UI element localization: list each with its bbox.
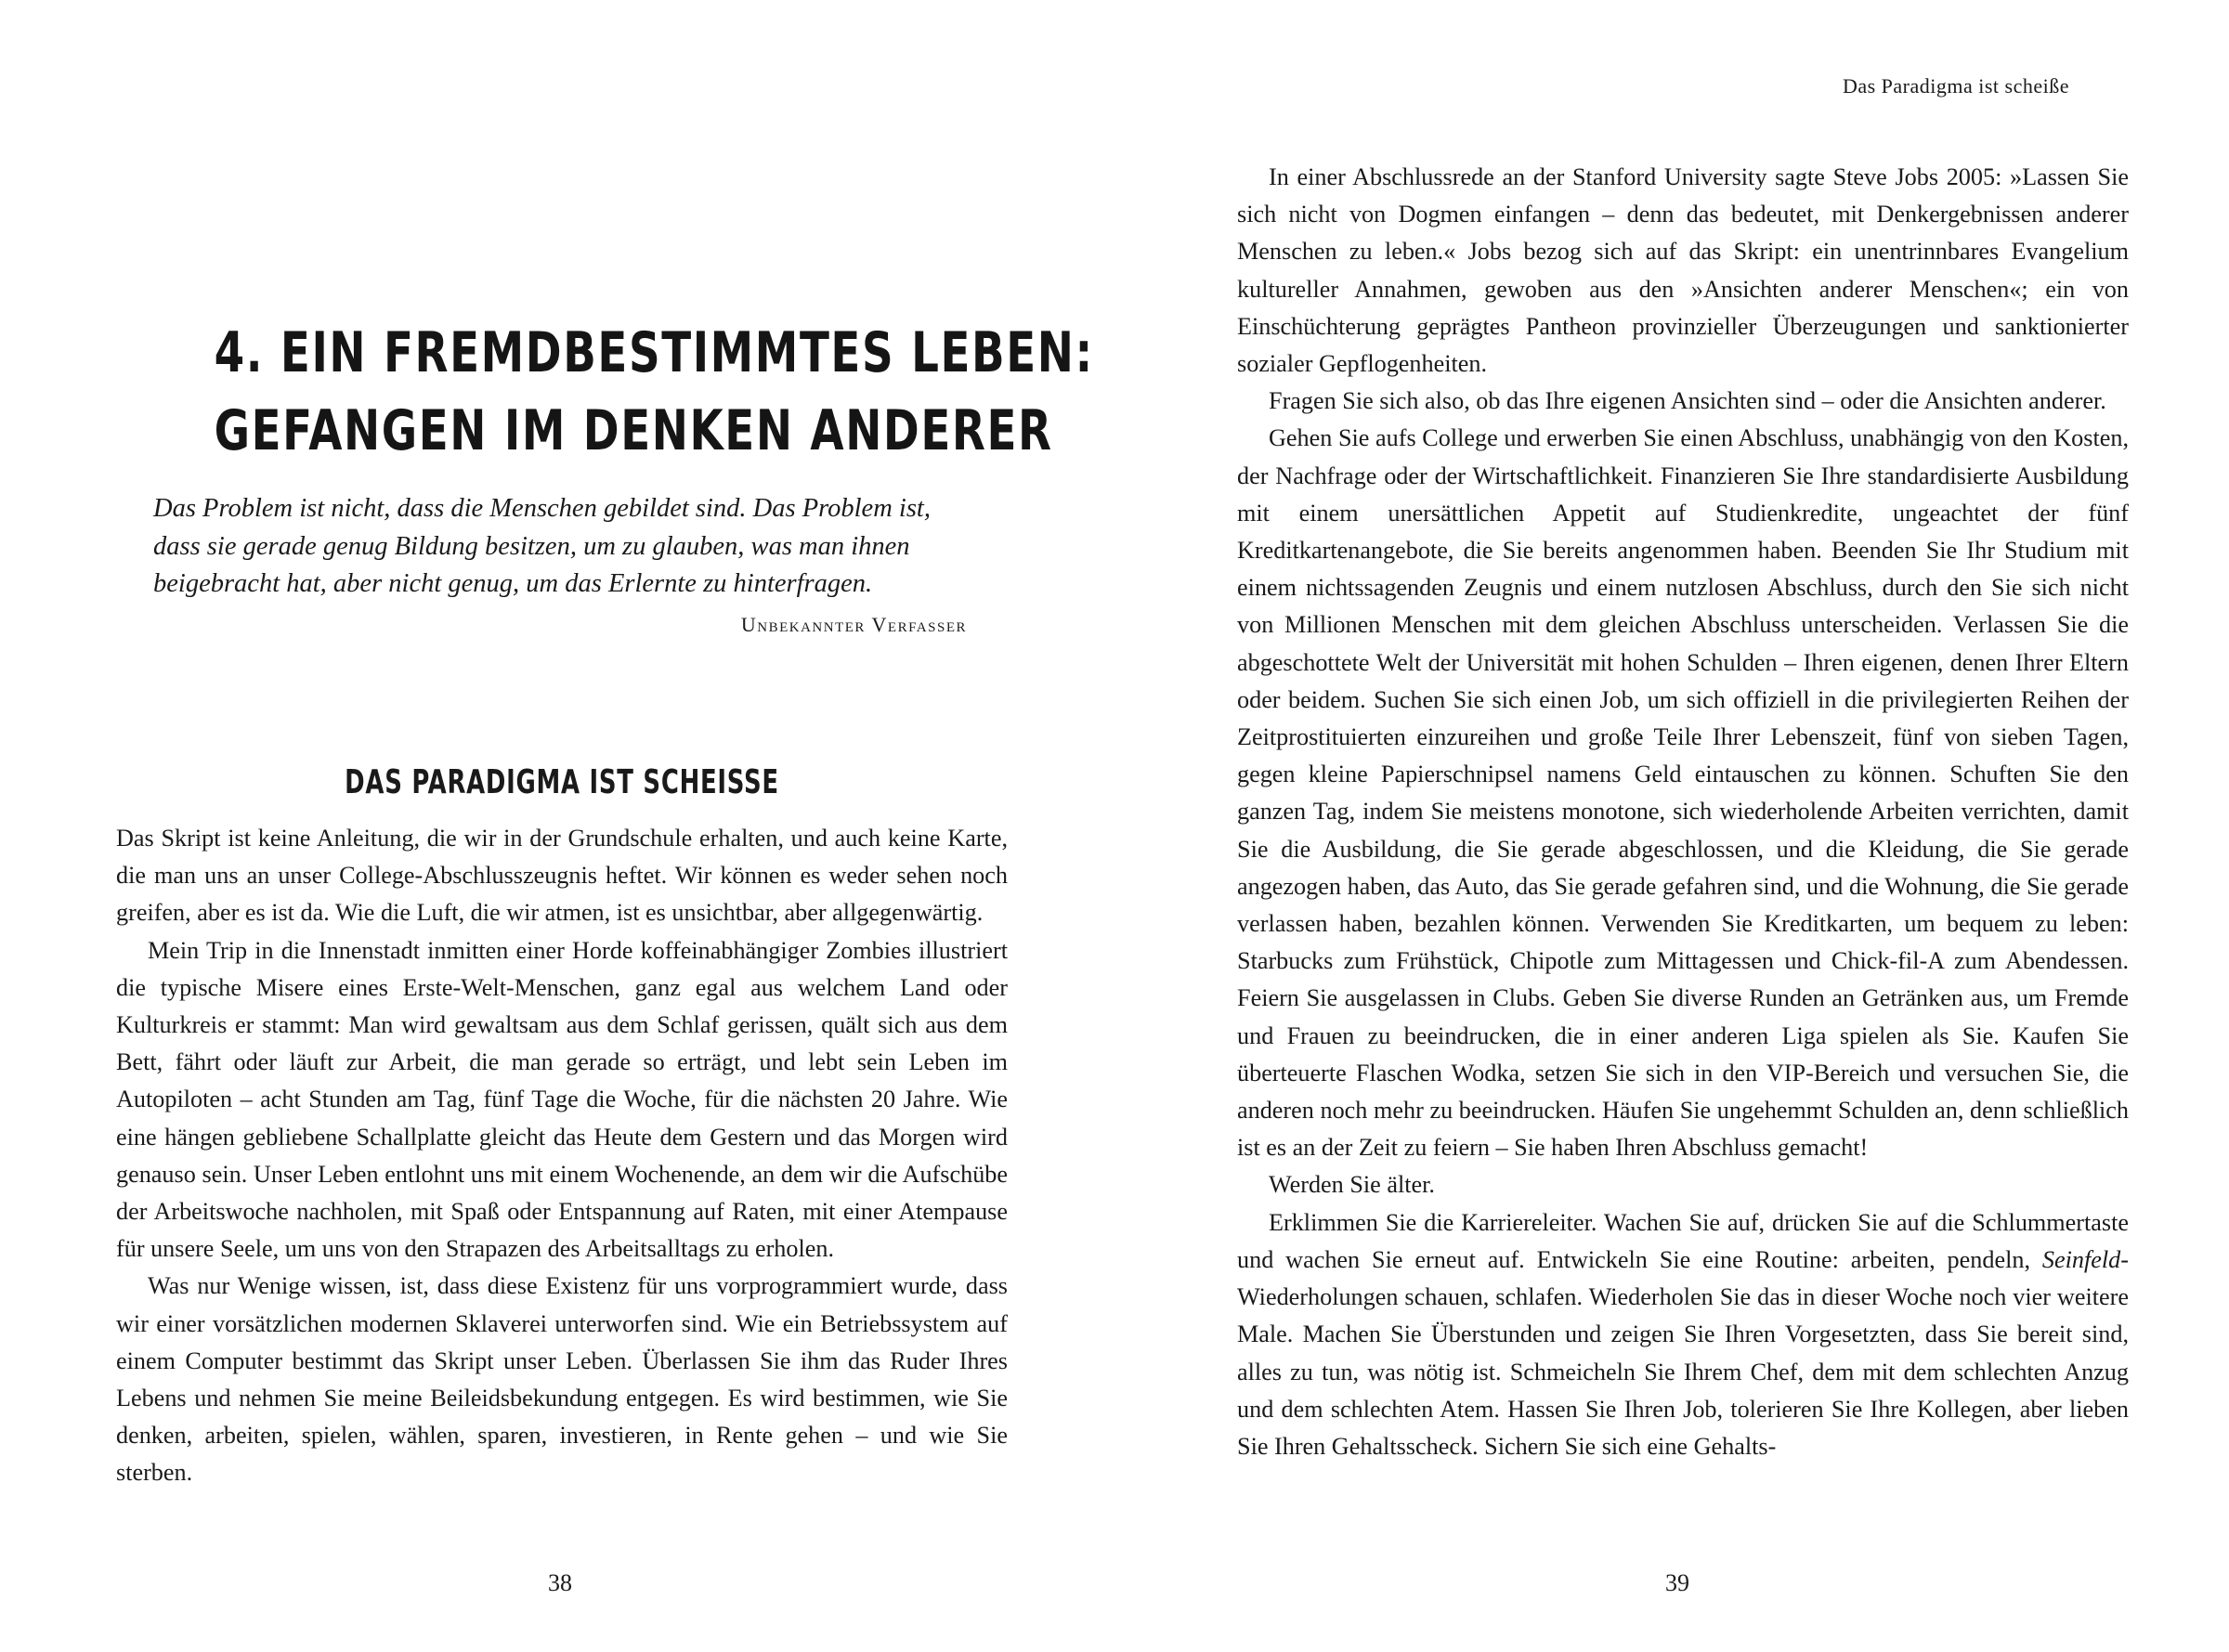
paragraph: Werden Sie älter.: [1269, 1171, 1435, 1199]
right-body-text: [1237, 159, 2129, 1465]
chapter-title: [214, 314, 1094, 470]
epigraph-quote: Das Problem ist nicht, dass die Menschen gebildet sind. Das Problem ist, dass sie gerade genug Bildung besitzen, um zu glauben, was man ihnen beigebracht hat, aber nicht genug, um das Erlernte zu hinterfragen.: [153, 494, 931, 598]
paragraph: Mein Trip in die Innenstadt inmitten einer Horde koffeinabhängiger Zombies illustriert die typische Misere eines Erste-Welt-Menschen, ganz egal aus welchem Land oder Kulturkreis er stammt: Man wird gewaltsam aus dem Schlaf gerissen, quält sich aus dem Bett, fährt oder läuft zur Arbeit, die man gerade so erträgt, und lebt sein Leben im Autopiloten – acht Stunden am Tag, fünf Tage die Woche, für die nächsten 20 Jahre. Wie eine hängen gebliebene Schallplatte gleicht das Heute dem Gestern und das Morgen wird genauso sein. Unser Leben entlohnt uns mit einem Wochenende, an dem wir die Aufschübe der Arbeitswoche nachholen, mit Spaß oder Entspannung auf Raten, mit einer Atempause für unsere Seele, um uns von den Strapazen des Arbeitsalltags zu erholen.: [116, 936, 1008, 1263]
running-head: Das Paradigma ist scheiße: [1842, 74, 2070, 98]
page-number: 39: [1665, 1569, 1689, 1596]
paragraph: Das Skript ist keine Anleitung, die wir in der Grundschule erhalten, und auch keine Karte, die man uns an unser College-Abschlusszeugnis heftet. Wir können es weder sehen noch greifen, aber es ist da. Wie die Luft, die wir atmen, ist es unsichtbar, aber allgegenwärtig.: [116, 825, 1008, 927]
right-page: [1114, 0, 2229, 1652]
paragraph: Fragen Sie sich also, ob das Ihre eigenen Ansichten sind – oder die Ansichten anderer.: [1269, 387, 2106, 415]
page-number: 38: [548, 1569, 572, 1596]
section-heading: DAS PARADIGMA IST SCHEISSE: [345, 763, 779, 801]
left-page: [0, 0, 1114, 1652]
paragraph: Gehen Sie aufs College und erwerben Sie einen Abschluss, unabhängig von den Kosten, der Nachfrage oder der Wirtschaftlichkeit. Finanzieren Sie Ihre standardisierte Ausbildung mit einem unersättlichen Appetit auf Studienkredite, ungeachtet der fünf Kreditkartenangebote, die Sie bereits angenommen haben. Beenden Sie Ihr Studium mit einem nichtssagenden Zeugnis und einem nutzlosen Abschluss, durch den Sie sich nicht von Millionen Menschen mit dem gleichen Abschluss unterscheiden. Verlassen Sie die abgeschottete Welt der Universität mit hohen Schulden – Ihren eigenen, denen Ihrer Eltern oder beidem. Suchen Sie sich einen Job, um sich offiziell in die privilegierten Reihen der Zeitprostituierten einzureihen und große Teile Ihrer Lebenszeit, fünf von sieben Tagen, gegen kleine Papierschnipsel namens Geld eintauschen zu können. Schuften Sie den ganzen Tag, indem Sie meistens monotone, sich wiederholende Arbeiten verrichten, damit Sie die Ausbildung, die Sie gerade abgeschlossen, und die Kleidung, die Sie gerade angezogen haben, das Auto, das Sie gerade gefahren sind, und die Wohnung, die Sie gerade verlassen haben, bezahlen können. Verwenden Sie Kreditkarten, um bequem zu leben: Starbucks zum Frühstück, Chipotle zum Mittagessen und Chick-fil-A zum Abendessen. Feiern Sie ausgelassen in Clubs. Geben Sie diverse Runden an Getränken aus, um Fremde und Frauen zu beeindrucken, die in einer anderen Liga spielen als Sie. Kaufen Sie überteuerte Flaschen Wodka, setzen Sie sich in den VIP-Bereich und versuchen Sie, die anderen noch mehr zu beeindrucken. Häufen Sie ungehemmt Schulden an, denn schließlich ist es an der Zeit zu feiern – Sie haben Ihren Abschluss gemacht!: [1237, 424, 2129, 1162]
paragraph: [1237, 1204, 2129, 1465]
paragraph: In einer Abschlussrede an der Stanford University sagte Steve Jobs 2005: »Lassen Sie sich nicht von Dogmen einfangen – denn das bedeutet, mit Denkergebnissen anderer Menschen zu leben.« Jobs bezog sich auf das Skript: ein unentrinnbares Evangelium kultureller Annahmen, gewoben aus den »Ansichten anderer Menschen«; ein von Einschüchterung geprägtes Pantheon provinzieller Überzeugungen und sanktionierter sozialer Gepflogenheiten.: [1237, 163, 2129, 378]
epigraph-author: Unbekannter Verfasser: [740, 612, 967, 636]
chapter-title-line-1: 4. EIN FREMDBESTIMMTES LEBEN:: [214, 320, 1094, 385]
italic-title: Seinfeld: [2041, 1245, 2121, 1273]
epigraph: [153, 490, 971, 637]
chapter-title-line-2: GEFANGEN IM DENKEN ANDERER: [214, 398, 1053, 463]
paragraph: Was nur Wenige wissen, ist, dass diese Existenz für uns vorprogrammiert wurde, dass wir einer vorsätzlichen modernen Sklaverei unterworfen sind. Wie ein Betriebssystem auf einem Computer bestimmt das Skript unser Leben. Überlassen Sie ihm das Ruder Ihres Lebens und nehmen Sie meine Beileidsbekundung entgegen. Es wird bestimmen, wie Sie denken, arbeiten, spielen, wählen, sparen, investieren, in Rente gehen – und wie Sie sterben.: [116, 1272, 1008, 1487]
left-body-text: [116, 820, 1008, 1492]
paragraph-part: Erklimmen Sie die Karriereleiter. Wachen Sie auf, drücken Sie auf die Schlummertaste und wachen Sie erneut auf. Entwickeln Sie eine Routine: arbeiten, pendeln,: [1237, 1208, 2129, 1273]
paragraph-part: -Wiederholungen schauen, schlafen. Wiederholen Sie das in dieser Woche noch vier weitere Male. Machen Sie Überstunden und zeigen Sie Ihren Vorgesetzten, dass Sie bereit sind, alles zu tun, was nötig ist. Schmeicheln Sie Ihrem Chef, dem mit dem schlechten Anzug und dem schlechten Atem. Hassen Sie Ihren Job, tolerieren Sie Ihre Kollegen, aber lieben Sie Ihren Gehaltsscheck. Sichern Sie sich eine Gehalts-: [1237, 1245, 2129, 1460]
